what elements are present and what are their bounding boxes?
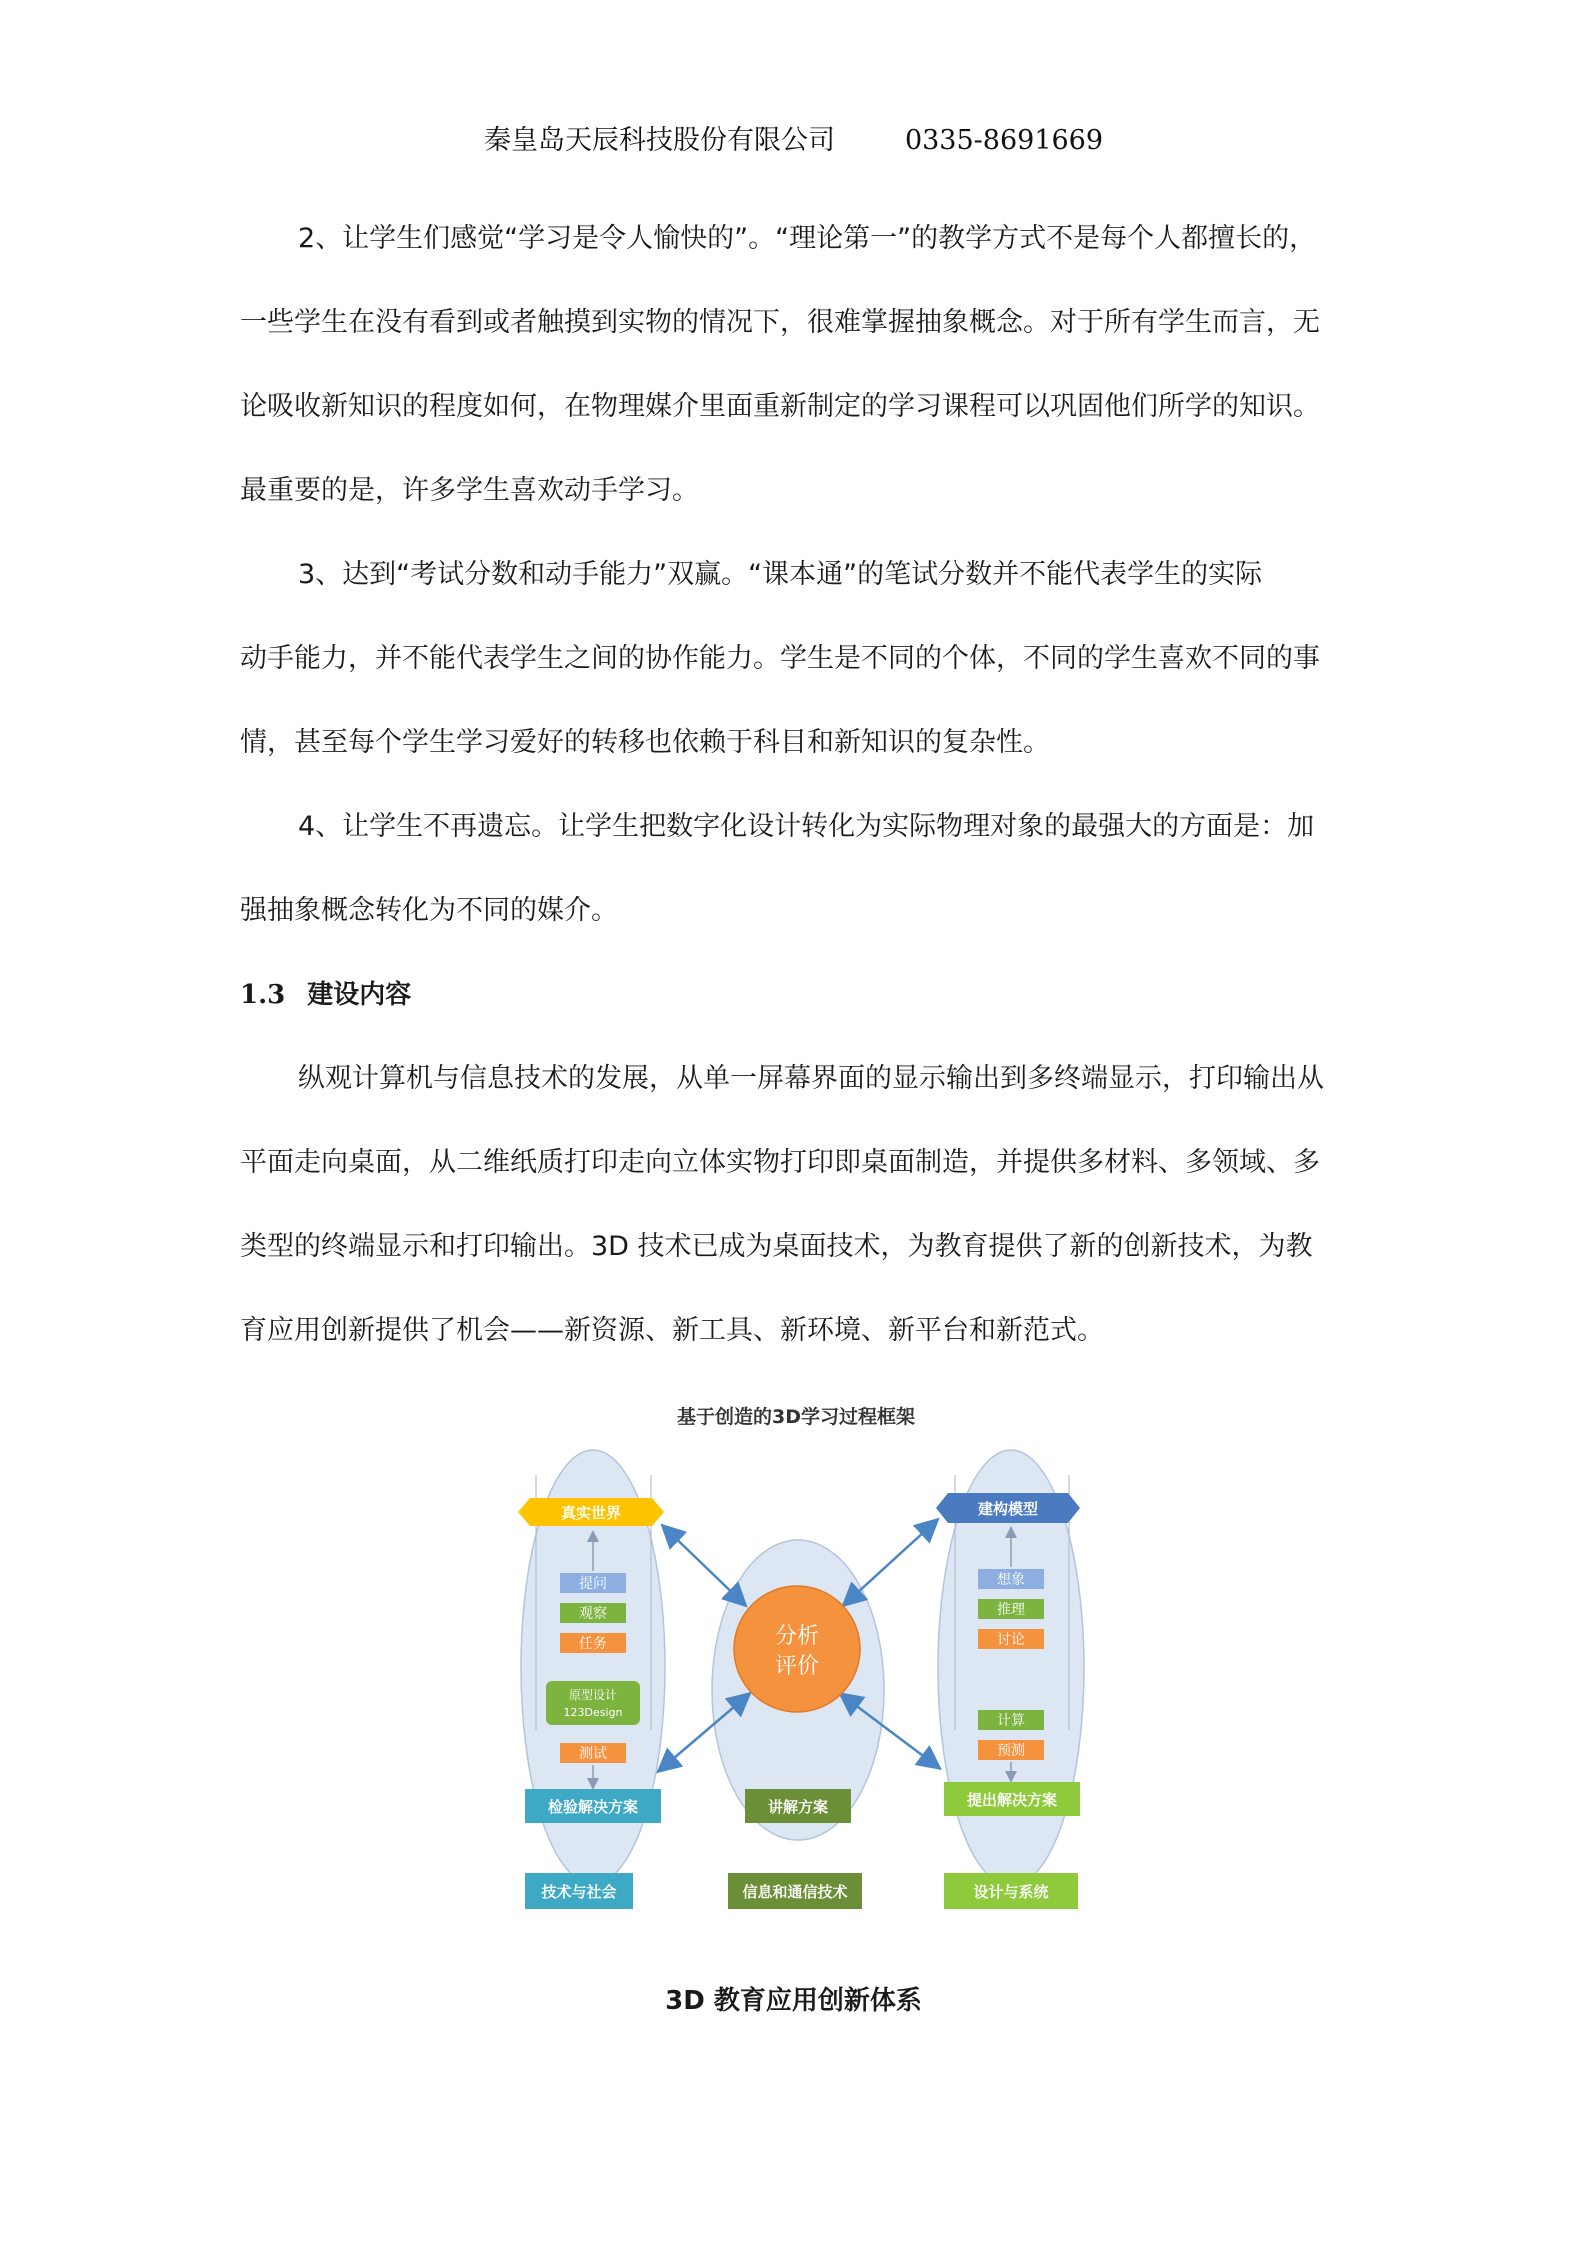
left-item-text: 观察 [579, 1606, 607, 1622]
right-item2-text: 预测 [997, 1743, 1025, 1759]
left-item-text: 任务 [579, 1636, 607, 1652]
framework-svg [500, 1395, 1140, 1955]
page-header [0, 118, 1587, 157]
framework-diagram [500, 1395, 1140, 1955]
left-item-text: 提问 [579, 1576, 607, 1592]
paragraph-3: 3、达到“考试分数和动手能力”双赢。“课本通”的笔试分数并不能代表学生的实际 动手能力，并不能代表学生之间的协作能力。学生是不同的个体，不同的学生喜欢不同的事 情，甚至每个学生学习爱好的转移也依赖于科目和新知识的复杂性。 [240, 559, 1320, 758]
paragraph-4: 4、让学生不再遗忘。让学生把数字化设计转化为实际物理对象的最强大的方面是：加 强抽象概念转化为不同的媒介。 [240, 811, 1315, 926]
footer-text: 技术与社会 [541, 1883, 617, 1901]
center-text-1: 分析 [774, 1624, 820, 1649]
section-heading: 1.3 建设内容 [240, 980, 412, 1010]
company-name: 秦皇岛天辰科技股份有限公司 [483, 125, 835, 156]
arrow-right-top [845, 1521, 936, 1604]
right-item-text: 推理 [997, 1602, 1025, 1618]
right-item2-text: 计算 [997, 1713, 1025, 1729]
diagram-title: 基于创造的3D学习过程框架 [677, 1406, 915, 1428]
paragraph-5: 纵观计算机与信息技术的发展，从单一屏幕界面的显示输出到多终端显示，打印输出从 平面走向桌面，从二维纸质打印走向立体实物打印即桌面制造，并提供多材料、多领域、多 类型的终端显示和打印输出。3D 技术已成为桌面技术，为教育提供了新的创新技术，为教 育应用创新提供了机会——新资源、新工具、新环境、新平台和新范式。 [240, 1063, 1324, 1346]
figure-caption: 3D 教育应用创新体系 [665, 1986, 922, 2016]
company-phone: 0335-8691669 [904, 125, 1104, 156]
center-circle [734, 1586, 860, 1712]
footer-text: 设计与系统 [973, 1883, 1049, 1901]
center-text-2: 评价 [774, 1654, 820, 1679]
right-item-text: 讨论 [997, 1632, 1025, 1648]
left-design-text-2: 123Design [563, 1706, 623, 1719]
left-bottom-text: 检验解决方案 [547, 1798, 639, 1816]
middle-bottom-text: 讲解方案 [767, 1798, 829, 1816]
right-bottom-text: 提出解决方案 [966, 1791, 1058, 1809]
right-item-text: 想象 [997, 1572, 1025, 1588]
right-top-text: 建构模型 [977, 1500, 1039, 1518]
left-design-text-1: 原型设计 [568, 1688, 618, 1702]
arrow-left-top [664, 1527, 744, 1604]
paragraph-2: 2、让学生们感觉“学习是令人愉快的”。“理论第一”的教学方式不是每个人都擅长的， 一些学生在没有看到或者触摸到实物的情况下，很难掌握抽象概念。对于所有学生而言，无 论吸收新知识的程度如何，在物理媒介里面重新制定的学习课程可以巩固他们所学的知识。 最重要的是，许多学生喜欢动手学习。 [240, 223, 1320, 506]
footer-text: 信息和通信技术 [742, 1883, 848, 1901]
left-top-text: 真实世界 [560, 1504, 622, 1522]
left-test-text: 测试 [579, 1746, 607, 1762]
body-text [240, 197, 1355, 1373]
